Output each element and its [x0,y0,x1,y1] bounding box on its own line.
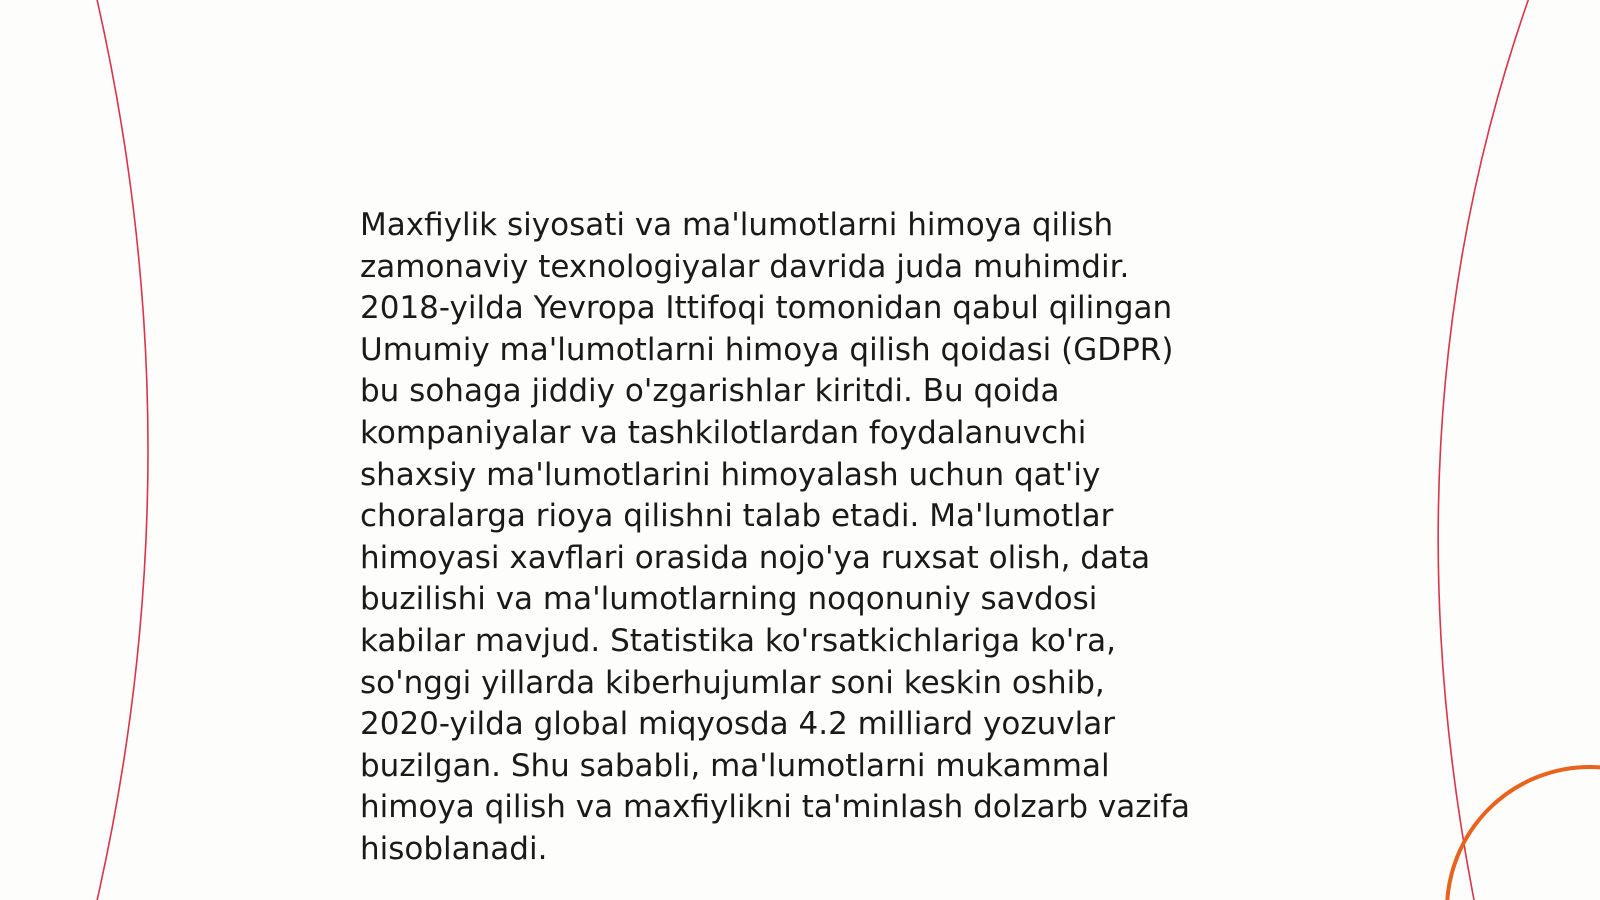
body-paragraph: Maxfiylik siyosati va ma'lumotlarni himoya qilish zamonaviy texnologiyalar davrida juda muhimdir. 2018-yilda Yevropa Ittifoqi tomonidan qabul qilingan Umumiy ma'lumotlarni himoya qilish qoidasi (GDPR) bu sohaga jiddiy o'zgarishlar kiritdi. Bu qoida kompaniyalar va tashkilotlardan foydalanuvchi shaxsiy ma'lumotlarini himoyalash uchun qat'iy choralarga rioya qilishni talab etadi. Ma'lumotlar himoyasi xavflari orasida nojo'ya ruxsat olish, data buzilishi va ma'lumotlarning noqonuniy savdosi kabilar mavjud. Statistika ko'rsatkichlariga ko'ra, so'nggi yillarda kiberhujumlar soni keskin oshib, 2020-yilda global miqyosda 4.2 milliard yozuvlar buzilgan. Shu sababli, ma'lumotlarni mukammal himoya qilish va maxfiylikni ta'minlash dolzarb vazifa hisoblanadi. [360,207,1191,867]
orange-circle [1447,767,1600,900]
left-red-curve [96,0,148,900]
right-red-curve [1438,0,1530,900]
